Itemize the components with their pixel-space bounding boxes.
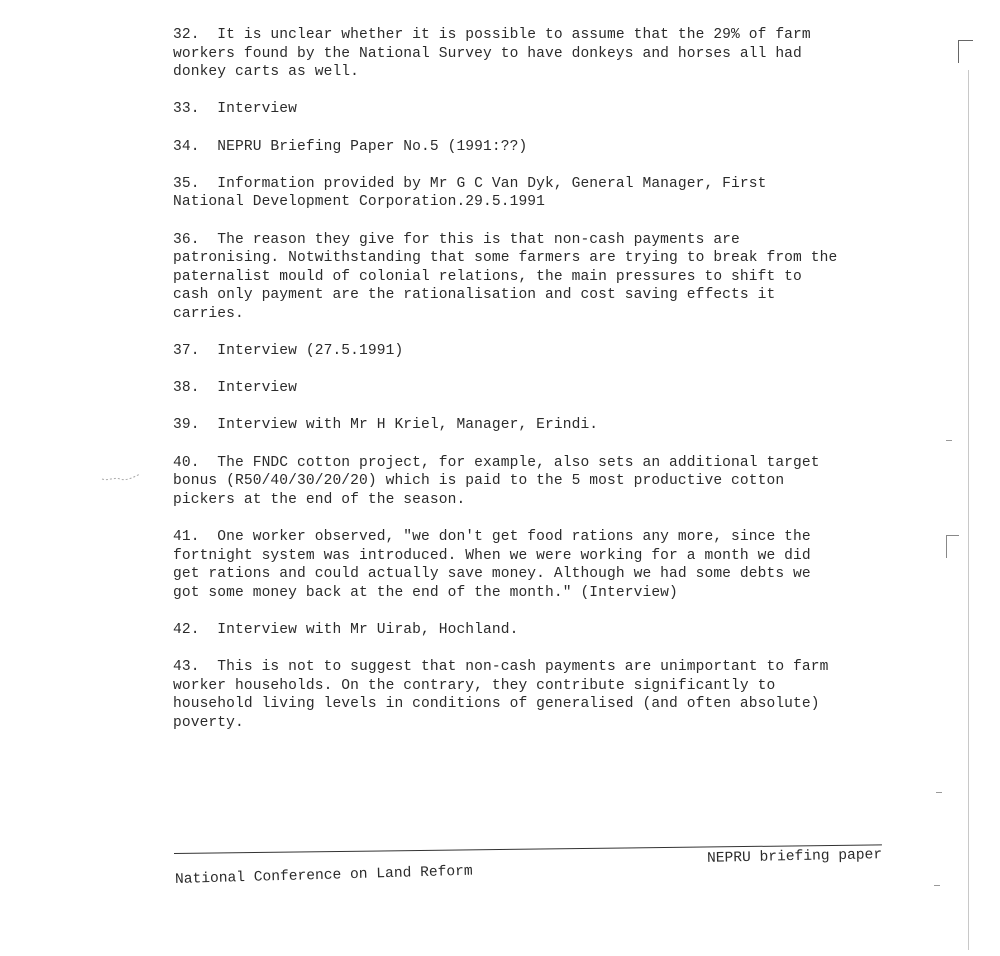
endnote-line: get rations and could actually save money. Although we had some debts we (173, 566, 811, 583)
scan-dash-mark (936, 792, 942, 793)
endnote-36 (173, 231, 893, 324)
endnote-line: 37. Interview (27.5.1991) (173, 343, 404, 360)
endnote-line: 36. The reason they give for this is that non-cash payments are (173, 231, 740, 248)
endnote-34 (173, 138, 893, 157)
endnote-line: patronising. Notwithstanding that some farmers are trying to break from the (173, 250, 838, 267)
scan-bracket-mark (958, 40, 973, 63)
endnote-line: 32. It is unclear whether it is possible to assume that the 29% of farm (173, 27, 811, 43)
endnote-line: 40. The FNDC cotton project, for example, also sets an additional target (173, 454, 820, 471)
scan-dash-mark (946, 440, 952, 441)
endnote-line: 39. Interview with Mr H Kriel, Manager, Erindi. (173, 417, 599, 434)
paragraph-gap (173, 361, 893, 380)
paragraph-gap (173, 602, 893, 621)
paragraph-gap (173, 398, 893, 417)
footer-conference-title: National Conference on Land Reform (174, 863, 473, 888)
endnote-33 (173, 100, 893, 119)
endnote-line: carries. (173, 305, 244, 322)
endnote-line: National Development Corporation.29.5.1991 (173, 194, 546, 211)
endnote-35 (173, 175, 893, 212)
scan-bracket-mark (946, 535, 959, 558)
endnote-line: fortnight system was introduced. When we were working for a month we did (173, 547, 811, 564)
endnote-line: bonus (R50/40/30/20/20) which is paid to the 5 most productive cotton (173, 473, 785, 490)
endnote-line: household living levels in conditions of generalised (and often absolute) (173, 696, 820, 713)
endnote-line: 41. One worker observed, "we don't get food rations any more, since the (173, 529, 811, 546)
paragraph-gap (173, 509, 893, 528)
endnote-line: cash only payment are the rationalisation and cost saving effects it (173, 287, 776, 304)
endnote-line: pickers at the end of the season. (173, 491, 466, 508)
endnote-line: 33. Interview (173, 101, 298, 118)
endnote-line: 43. This is not to suggest that non-cash payments are unimportant to farm (173, 659, 829, 676)
paragraph-gap (173, 156, 893, 175)
endnote-line: donkey carts as well. (173, 64, 360, 81)
endnote-39 (173, 416, 893, 435)
endnote-line: 38. Interview (173, 380, 298, 397)
endnote-43 (173, 658, 893, 732)
scan-edge-line (968, 70, 969, 950)
endnote-37 (173, 342, 893, 361)
paragraph-gap (173, 212, 893, 231)
endnote-38 (173, 379, 893, 398)
endnote-line: 34. NEPRU Briefing Paper No.5 (1991:??) (173, 138, 528, 155)
endnote-line: worker households. On the contrary, they contribute significantly to (173, 677, 776, 694)
endnote-42 (173, 621, 893, 640)
footer-series-title: NEPRU briefing paper (706, 847, 883, 867)
endnote-line: poverty. (173, 714, 244, 731)
endnote-line: 42. Interview with Mr Uirab, Hochland. (173, 622, 519, 638)
paragraph-gap (173, 640, 893, 659)
paragraph-gap (173, 435, 893, 454)
paragraph-gap (173, 82, 893, 101)
paragraph-gap (173, 324, 893, 343)
paragraph-gap (173, 119, 893, 138)
endnote-41 (173, 528, 893, 602)
endnotes-list (173, 26, 893, 733)
endnote-line: workers found by the National Survey to have donkeys and horses all had (173, 45, 802, 62)
margin-scribble-mark (100, 470, 144, 484)
endnote-line: paternalist mould of colonial relations, the main pressures to shift to (173, 268, 802, 285)
scan-dash-mark (934, 885, 940, 886)
endnote-40 (173, 454, 893, 510)
endnote-32 (173, 26, 893, 82)
endnote-line: 35. Information provided by Mr G C Van Dyk, General Manager, First (173, 175, 767, 192)
endnote-line: got some money back at the end of the month." (Interview) (173, 584, 678, 601)
